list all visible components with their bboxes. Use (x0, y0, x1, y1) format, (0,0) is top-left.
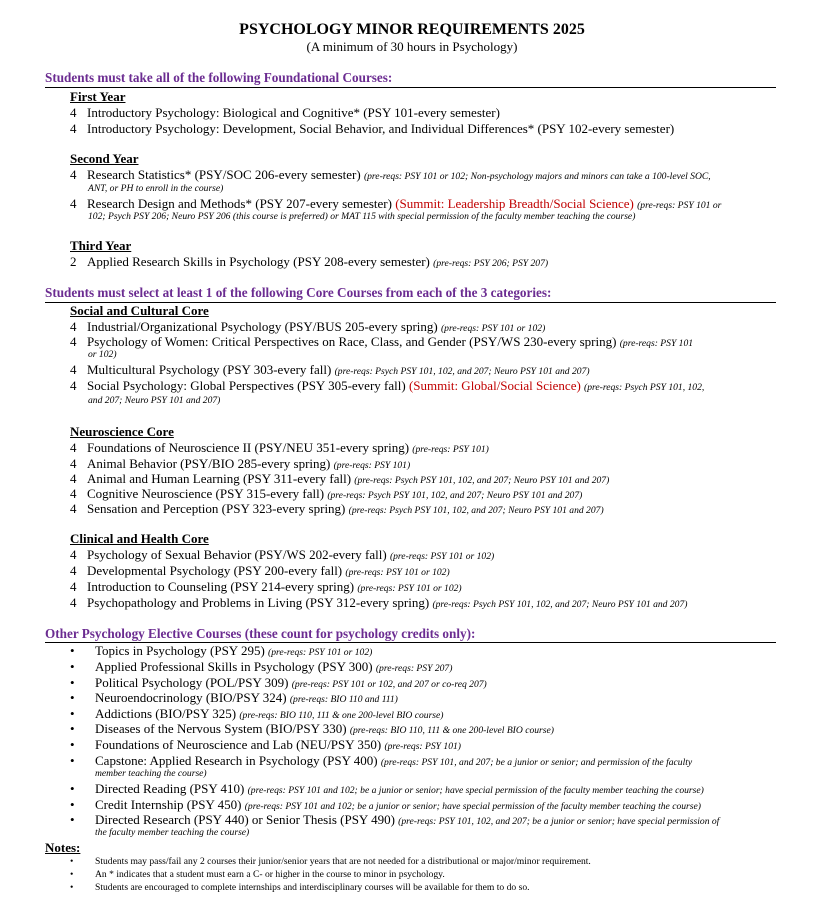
course-psy202: 4 Psychology of Sexual Behavior (PSY/WS 202-every fall) (pre-reqs: PSY 101 or 102) (70, 547, 495, 562)
clinical-core-heading: Clinical and Health Core (70, 531, 209, 546)
elective-psy295: • Topics in Psychology (PSY 295) (pre-reqs: PSY 101 or 102) (70, 643, 373, 658)
course-psy285: 4 Animal Behavior (PSY/BIO 285-every spring) (pre-reqs: PSY 101) (70, 456, 411, 471)
notes-heading: Notes: (45, 840, 81, 855)
course-psy303: 4 Multicultural Psychology (PSY 303-every fall) (pre-reqs: Psych PSY 101, 102, and 207; Neuro PSY 101 and 207) (70, 362, 590, 377)
course-psy230-prereq-cont: or 102) (88, 349, 117, 360)
section-divider (45, 87, 776, 88)
note-item: • Students may pass/fail any 2 courses their junior/senior years that are not needed for a distributional or major/minor requirement. (70, 856, 591, 867)
neuro-core-heading: Neuroscience Core (70, 424, 174, 439)
course-psy311: 4 Animal and Human Learning (PSY 311-every fall) (pre-reqs: Psych PSY 101, 102, and 207; Neuro PSY 101 and 207) (70, 471, 610, 486)
elective-psy300: • Applied Professional Skills in Psychology (PSY 300) (pre-reqs: PSY 207) (70, 659, 453, 674)
course-psy206-prereq-cont: ANT, or PH to enroll in the course) (88, 183, 224, 194)
course-psy207-prereq-cont: 102; Psych PSY 206; Neuro PSY 206 (this course is preferred) or MAT 115 with special permission of the faculty member teaching the course) (88, 211, 636, 222)
second-year-heading: Second Year (70, 151, 139, 166)
course-psy208: 2 Applied Research Skills in Psychology (PSY 208-every semester) (pre-reqs: PSY 206; PSY 207) (70, 254, 549, 269)
foundational-heading: Students must take all of the following Foundational Courses: (45, 70, 393, 85)
elective-psy400-prereq-cont: member teaching the course) (95, 768, 207, 779)
course-psy214: 4 Introduction to Counseling (PSY 214-every spring) (pre-reqs: PSY 101 or 102) (70, 579, 462, 594)
elective-psy350: • Foundations of Neuroscience and Lab (NEU/PSY 350) (pre-reqs: PSY 101) (70, 737, 461, 752)
social-core-heading: Social and Cultural Core (70, 303, 209, 318)
course-psy205: 4 Industrial/Organizational Psychology (PSY/BUS 205-every spring) (pre-reqs: PSY 101 or 102) (70, 319, 546, 334)
course-psy312: 4 Psychopathology and Problems in Living (PSY 312-every spring) (pre-reqs: Psych PSY 101, 102, and 207; Neuro PSY 101 and 207) (70, 595, 688, 610)
course-psy351: 4 Foundations of Neuroscience II (PSY/NEU 351-every spring) (pre-reqs: PSY 101) (70, 440, 489, 455)
course-psy315: 4 Cognitive Neuroscience (PSY 315-every fall) (pre-reqs: Psych PSY 101, 102, and 207; Neuro PSY 101 and 207) (70, 486, 583, 501)
course-psy200: 4 Developmental Psychology (PSY 200-every fall) (pre-reqs: PSY 101 or 102) (70, 563, 450, 578)
first-year-heading: First Year (70, 89, 126, 104)
elective-psy440: • Directed Research (PSY 440) or Senior Thesis (PSY 490) (pre-reqs: PSY 101, 102, and 207; be a junior or senior; have special permission of (70, 812, 720, 827)
course-psy207: 4 Research Design and Methods* (PSY 207-every semester) (Summit: Leadership Breadth/Social Science) (pre-reqs: PSY 101 or (70, 196, 722, 211)
elective-psy440-prereq-cont: the faculty member teaching the course) (95, 827, 250, 838)
elective-psy309: • Political Psychology (POL/PSY 309) (pre-reqs: PSY 101 or 102, and 207 or co-req 207) (70, 675, 487, 690)
course-psy305: 4 Social Psychology: Global Perspectives (PSY 305-every fall) (Summit: Global/Social Science) (pre-reqs: Psych PSY 101, 102, (70, 378, 705, 393)
course-psy305-prereq-cont: and 207; Neuro PSY 101 and 207) (88, 395, 221, 406)
course-psy206: 4 Research Statistics* (PSY/SOC 206-every semester) (pre-reqs: PSY 101 or 102; Non-psychology majors and minors can take a 100-level SOC, (70, 167, 711, 182)
course-psy102: 4 Introductory Psychology: Development, Social Behavior, and Individual Differences* (PSY 102-every semester) (70, 121, 675, 136)
course-psy101: 4 Introductory Psychology: Biological and Cognitive* (PSY 101-every semester) (70, 105, 500, 120)
page-title: PSYCHOLOGY MINOR REQUIREMENTS 2025 (239, 21, 585, 38)
elective-psy330: • Diseases of the Nervous System (BIO/PSY 330) (pre-reqs: BIO 110, 111 & one 200-level BIO course) (70, 721, 554, 736)
note-item: • An * indicates that a student must earn a C- or higher in the course to minor in psychology. (70, 869, 445, 880)
elective-psy400: • Capstone: Applied Research in Psychology (PSY 400) (pre-reqs: PSY 101, and 207; be a junior or senior; and permission of the faculty (70, 753, 693, 768)
note-item: • Students are encouraged to complete internships and interdisciplinary courses will be available for them to do so. (70, 882, 530, 893)
elective-psy450: • Credit Internship (PSY 450) (pre-reqs: PSY 101 and 102; be a junior or senior; have special permission of the faculty member teaching the course) (70, 797, 701, 812)
core-heading: Students must select at least 1 of the following Core Courses from each of the 3 categories: (45, 285, 552, 300)
electives-heading: Other Psychology Elective Courses (these count for psychology credits only): (45, 626, 476, 641)
elective-psy325: • Addictions (BIO/PSY 325) (pre-reqs: BIO 110, 111 & one 200-level BIO course) (70, 706, 444, 721)
elective-psy324: • Neuroendocrinology (BIO/PSY 324) (pre-reqs: BIO 110 and 111) (70, 690, 398, 705)
course-psy230: 4 Psychology of Women: Critical Perspectives on Race, Class, and Gender (PSY/WS 230-every spring) (pre-reqs: PSY 101 (70, 334, 694, 349)
course-psy323: 4 Sensation and Perception (PSY 323-every spring) (pre-reqs: Psych PSY 101, 102, and 207; Neuro PSY 101 and 207) (70, 501, 604, 516)
page-subtitle: (A minimum of 30 hours in Psychology) (306, 39, 518, 54)
elective-psy410: • Directed Reading (PSY 410) (pre-reqs: PSY 101 and 102; be a junior or senior; have special permission of the faculty member teaching the course) (70, 781, 704, 796)
third-year-heading: Third Year (70, 238, 132, 253)
